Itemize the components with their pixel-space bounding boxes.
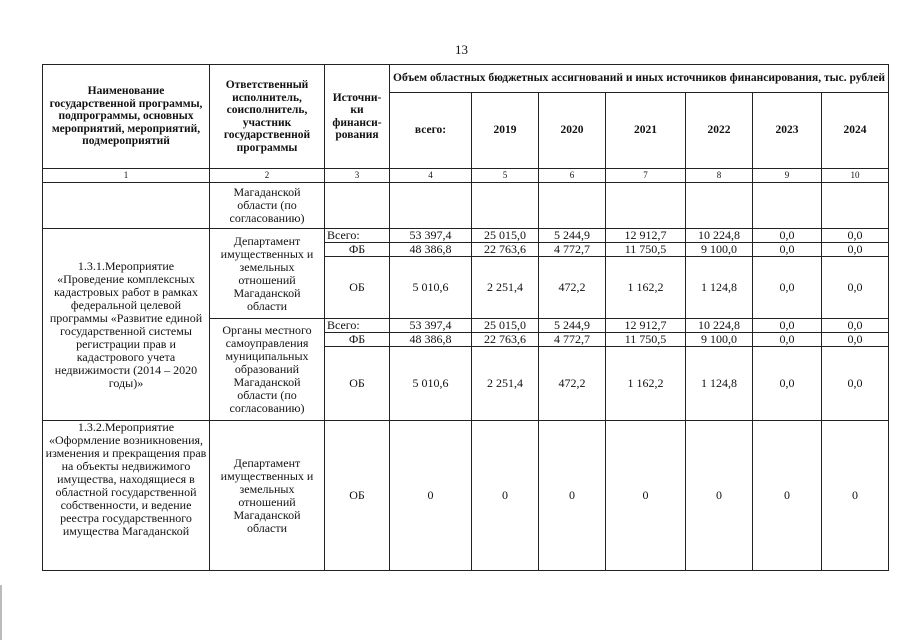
value-cell: 10 224,8 bbox=[686, 229, 753, 243]
value-cell: 0 bbox=[753, 421, 822, 571]
value-cell: 0 bbox=[472, 421, 539, 571]
source-cell: ОБ bbox=[325, 347, 390, 421]
table-row bbox=[43, 229, 889, 243]
scan-edge-mark bbox=[0, 585, 2, 640]
column-number: 2 bbox=[210, 169, 325, 183]
value-cell: 0,0 bbox=[753, 243, 822, 257]
measure-name-cell: 1.3.2.Мероприятие «Оформление возникновения, изменения и прекращения прав на объекты недвижимого имущества, находящиеся в областной государственной собственности, и ведение реестра государственного имущества Магаданской bbox=[43, 421, 210, 571]
column-number: 7 bbox=[606, 169, 686, 183]
value-cell: 0,0 bbox=[753, 229, 822, 243]
value-cell: 0 bbox=[390, 421, 472, 571]
value-cell: 10 224,8 bbox=[686, 319, 753, 333]
value-cell: 0 bbox=[539, 421, 606, 571]
column-number: 4 bbox=[390, 169, 472, 183]
header-funding: Объем областных бюджетных ассигнований и иных источников финансирования, тыс. рублей bbox=[390, 65, 889, 93]
header-year: 2019 bbox=[472, 93, 539, 169]
column-number: 6 bbox=[539, 169, 606, 183]
value-cell: 11 750,5 bbox=[606, 243, 686, 257]
value-cell: 2 251,4 bbox=[472, 257, 539, 319]
value-cell: 4 772,7 bbox=[539, 243, 606, 257]
value-cell: 0,0 bbox=[753, 347, 822, 421]
column-number-row bbox=[43, 169, 889, 183]
executor-cell: Органы местного самоуправления муниципальных образований Магаданской области (по согласованию) bbox=[210, 319, 325, 421]
value-cell: 0 bbox=[686, 421, 753, 571]
value-cell: 1 124,8 bbox=[686, 257, 753, 319]
executor-cell: Магаданской области (по согласованию) bbox=[210, 183, 325, 229]
value-cell: 4 772,7 bbox=[539, 333, 606, 347]
value-cell: 53 397,4 bbox=[390, 229, 472, 243]
executor-cell: Департамент имущественных и земельных отношений Магаданской области bbox=[210, 229, 325, 319]
value-cell: 12 912,7 bbox=[606, 229, 686, 243]
value-cell: 0,0 bbox=[822, 229, 889, 243]
value-cell: 11 750,5 bbox=[606, 333, 686, 347]
column-number: 1 bbox=[43, 169, 210, 183]
table-row bbox=[43, 421, 889, 571]
header-name: Наименование государственной программы, подпрограммы, основных мероприятий, мероприятий, подмероприятий bbox=[43, 65, 210, 169]
column-number: 8 bbox=[686, 169, 753, 183]
value-cell: 0,0 bbox=[753, 333, 822, 347]
source-cell: ОБ bbox=[325, 257, 390, 319]
value-cell: 0,0 bbox=[822, 257, 889, 319]
value-cell: 5 244,9 bbox=[539, 229, 606, 243]
value-cell: 472,2 bbox=[539, 347, 606, 421]
value-cell: 12 912,7 bbox=[606, 319, 686, 333]
value-cell: 48 386,8 bbox=[390, 243, 472, 257]
value-cell: 0,0 bbox=[753, 257, 822, 319]
header-year: 2021 bbox=[606, 93, 686, 169]
budget-table bbox=[42, 64, 889, 571]
source-cell: Всего: bbox=[325, 229, 390, 243]
header-year: 2023 bbox=[753, 93, 822, 169]
executor-cell: Департамент имущественных и земельных отношений Магаданской области bbox=[210, 421, 325, 571]
header-year: 2024 bbox=[822, 93, 889, 169]
value-cell: 5 244,9 bbox=[539, 319, 606, 333]
measure-name-cell bbox=[43, 183, 210, 229]
value-cell: 1 162,2 bbox=[606, 347, 686, 421]
value-cell: 0,0 bbox=[822, 243, 889, 257]
value-cell: 0 bbox=[822, 421, 889, 571]
header-year: 2020 bbox=[539, 93, 606, 169]
value-cell: 0,0 bbox=[753, 319, 822, 333]
value-cell: 5 010,6 bbox=[390, 347, 472, 421]
value-cell: 0,0 bbox=[822, 319, 889, 333]
value-cell: 1 162,2 bbox=[606, 257, 686, 319]
value-cell: 1 124,8 bbox=[686, 347, 753, 421]
column-number: 5 bbox=[472, 169, 539, 183]
source-cell bbox=[325, 183, 390, 229]
value-cell: 48 386,8 bbox=[390, 333, 472, 347]
source-cell: Всего: bbox=[325, 319, 390, 333]
value-cell: 25 015,0 bbox=[472, 229, 539, 243]
value-cell: 53 397,4 bbox=[390, 319, 472, 333]
value-cell: 5 010,6 bbox=[390, 257, 472, 319]
header-year: 2022 bbox=[686, 93, 753, 169]
column-number: 3 bbox=[325, 169, 390, 183]
value-cell: 2 251,4 bbox=[472, 347, 539, 421]
header-executor: Ответственный исполнитель, соисполнитель, участник государственной программы bbox=[210, 65, 325, 169]
header-year: всего: bbox=[390, 93, 472, 169]
column-number: 10 bbox=[822, 169, 889, 183]
value-cell: 22 763,6 bbox=[472, 333, 539, 347]
measure-name-cell: 1.3.1.Мероприятие «Проведение комплексных кадастровых работ в рамках федеральной целевой программы «Развитие единой государственной системы регистрации прав и кадастрового учета недвижимости (2014 – 2020 годы)» bbox=[43, 229, 210, 421]
value-cell: 25 015,0 bbox=[472, 319, 539, 333]
value-cell: 22 763,6 bbox=[472, 243, 539, 257]
source-cell: ФБ bbox=[325, 333, 390, 347]
value-cell: 9 100,0 bbox=[686, 243, 753, 257]
value-cell: 0,0 bbox=[822, 333, 889, 347]
value-cell: 0 bbox=[606, 421, 686, 571]
source-cell: ОБ bbox=[325, 421, 390, 571]
value-cell: 0,0 bbox=[822, 347, 889, 421]
table-row bbox=[43, 183, 889, 229]
source-cell: ФБ bbox=[325, 243, 390, 257]
value-cell: 472,2 bbox=[539, 257, 606, 319]
header-source: Источни-ки финанси-рования bbox=[325, 65, 390, 169]
value-cell: 9 100,0 bbox=[686, 333, 753, 347]
column-number: 9 bbox=[753, 169, 822, 183]
page-number: 13 bbox=[455, 42, 468, 57]
